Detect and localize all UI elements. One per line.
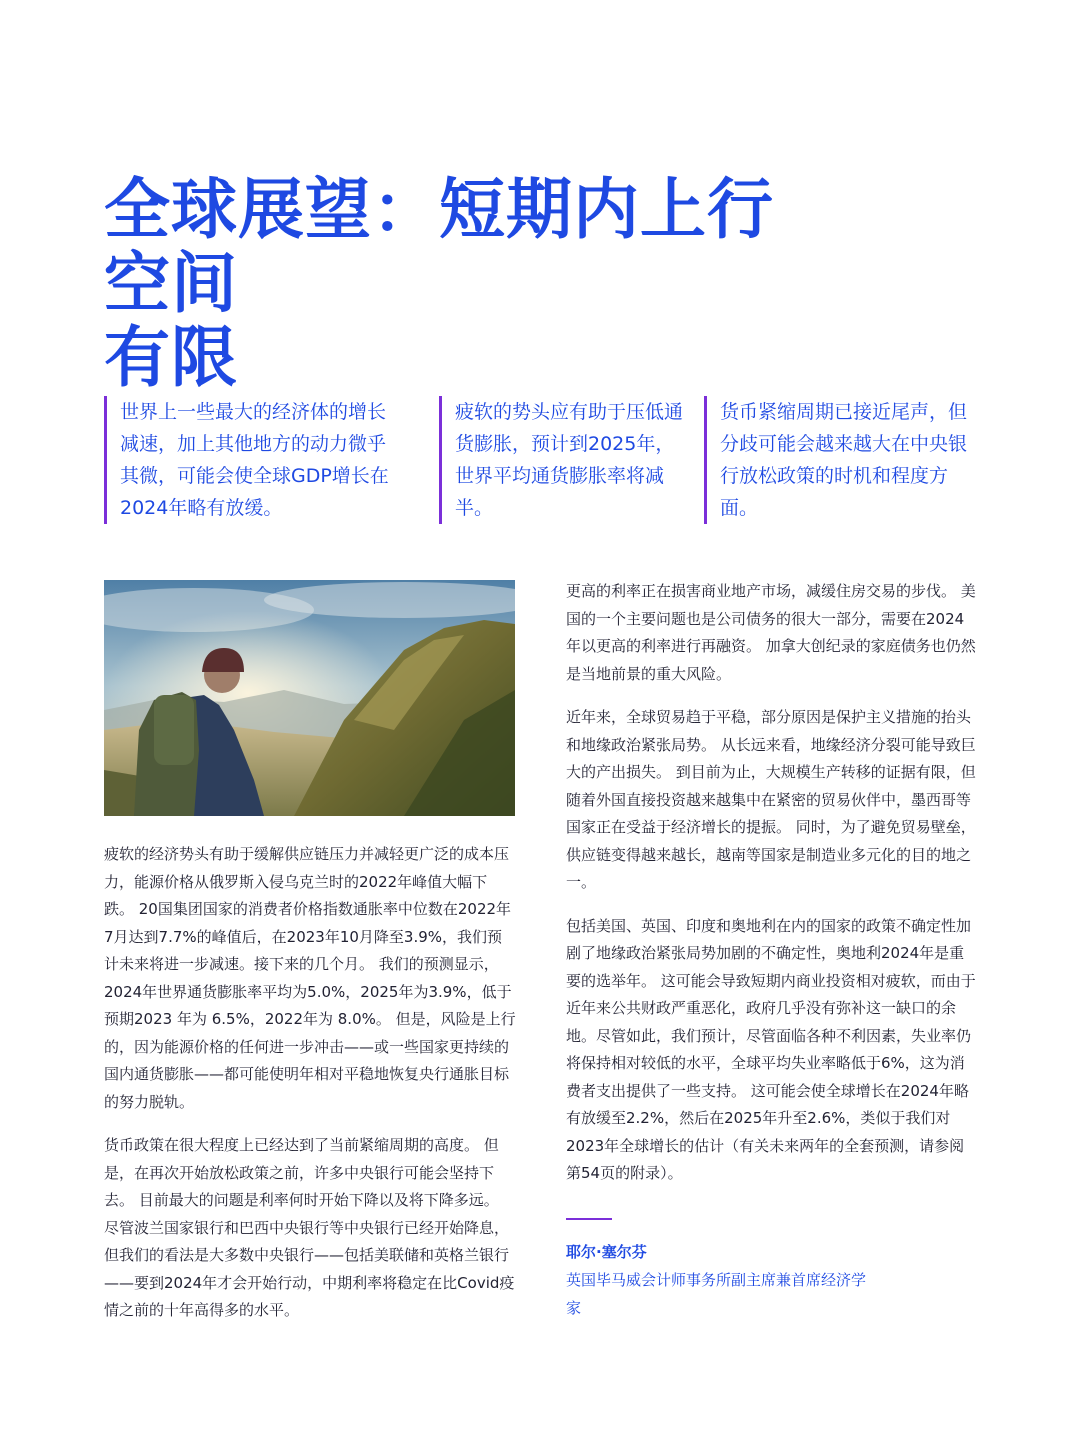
callout-text: 货币紧缩周期已接近尾声，但分歧可能会越来越大在中央银行放松政策的时机和程度方面。: [720, 401, 968, 519]
author-role: 英国毕马威会计师事务所副主席兼首席经济学家: [566, 1271, 867, 1317]
callout-text: 疲软的势头应有助于压低通货膨胀，预计到2025年，世界平均通货膨胀率将减半。: [455, 401, 684, 519]
body-paragraph: 包括美国、英国、印度和奥地利在内的国家的政策不确定性加剧了地缘政治紧张局势加剧的不确定性，奥地利2024年是重要的选举年。 这可能会导致短期内商业投资相对疲软，而由于近年来公共财政严重恶化，政府几乎没有弥补这一缺口的余地。尽管如此，我们预计，尽管面临各种不利因素，失业率仍将保持相对较低的水平，全球平均失业率略低于6%，这为消费者支出提供了一些支持。 这可能会使全球增长在2024年略有放缓至2.2%，然后在2025年升至2.6%，类似于我们对2023年全球增长的估计（有关未来两年的全套预测，请参阅第54页的附录）。: [566, 916, 976, 1182]
body-paragraph: 更高的利率正在损害商业地产市场，减缓住房交易的步伐。 美国的一个主要问题也是公司债务的很大一部分，需要在2024年以更高的利率进行再融资。 加拿大创纪录的家庭债务也仍然是当地前景的重大风险。: [566, 582, 976, 683]
right-column: [566, 578, 978, 1204]
callout-1: [104, 396, 390, 524]
hiker-mountain-image: [104, 580, 515, 816]
left-column: [104, 841, 516, 1341]
callout-3: [704, 396, 982, 524]
author-divider: [566, 1218, 612, 1220]
title-line-2: 有限: [104, 318, 238, 396]
body-paragraph: 疲软的经济势头有助于缓解供应链压力并减轻更广泛的成本压力，能源价格从俄罗斯入侵乌克兰时的2022年峰值大幅下跌。 20国集团国家的消费者价格指数通胀率中位数在2022年7月达到7.7%的峰值后，在2023年10月降至3.9%，我们预计未来将进一步减速。接下来的几个月。 我们的预测显示，2024年世界通货膨胀率平均为5.0%，2025年为3.9%，低于预期2023 年为 6.5%，2022年为 8.0%。 但是，风险是上行的，因为能源价格的任何进一步冲击——或一些国家更持续的国内通货膨胀——都可能使明年相对平稳地恢复央行通胀目标的努力脱轨。: [104, 845, 516, 1111]
title-line-1: 全球展望：短期内上行空间: [104, 170, 774, 322]
hero-photo: [104, 580, 515, 816]
author-block: [566, 1238, 866, 1322]
body-paragraph: 货币政策在很大程度上已经达到了当前紧缩周期的高度。 但是，在再次开始放松政策之前，许多中央银行可能会坚持下去。 目前最大的问题是利率何时开始下降以及将下降多远。 尽管波兰国家银行和巴西中央银行等中央银行已经开始降息，但我们的看法是大多数中央银行——包括美联储和英格兰银行——要到2024年才会开始行动，中期利率将稳定在比Covid疫情之前的十年高得多的水平。: [104, 1136, 515, 1319]
author-name: 耶尔·塞尔芬: [566, 1243, 647, 1261]
body-paragraph: 近年来，全球贸易趋于平稳，部分原因是保护主义措施的抬头和地缘政治紧张局势。 从长远来看，地缘经济分裂可能导致巨大的产出损失。 到目前为止，大规模生产转移的证据有限，但随着外国直接投资越来越集中在紧密的贸易伙伴中，墨西哥等国家正在受益于经济增长的提振。 同时，为了避免贸易壁垒，供应链变得越来越长，越南等国家是制造业多元化的目的地之一。: [566, 708, 976, 891]
callout-text: 世界上一些最大的经济体的增长减速，加上其他地方的动力微乎其微，可能会使全球GDP增长在2024年略有放缓。: [120, 401, 389, 519]
callout-2: [439, 396, 683, 524]
page-title: [104, 172, 824, 394]
